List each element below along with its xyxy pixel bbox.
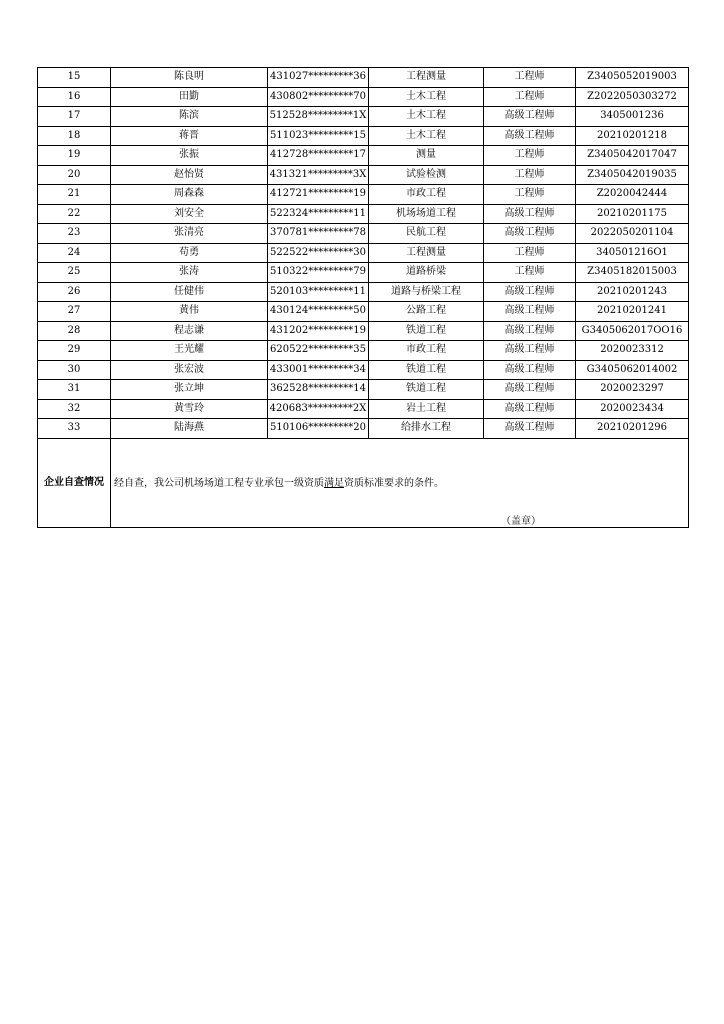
cell-id: 431321*********3X	[268, 165, 369, 185]
statement-tail: 资质标准要求的条件。	[344, 477, 444, 489]
cell-name: 陈滨	[111, 107, 268, 127]
cell-no: 31	[38, 380, 111, 400]
cell-title: 高级工程师	[484, 282, 576, 302]
table-row	[38, 419, 689, 439]
self-check-row	[38, 438, 689, 527]
cell-specialty: 给排水工程	[369, 419, 484, 439]
cell-id: 512528*********1X	[268, 107, 369, 127]
cell-specialty: 土木工程	[369, 87, 484, 107]
cell-no: 18	[38, 126, 111, 146]
cell-id: 511023*********15	[268, 126, 369, 146]
cell-no: 17	[38, 107, 111, 127]
cell-id: 433001*********34	[268, 360, 369, 380]
table-row	[38, 185, 689, 205]
cell-id: 430124*********50	[268, 302, 369, 322]
cell-cert: G3405062014002	[576, 360, 689, 380]
cell-name: 蒋晋	[111, 126, 268, 146]
cell-name: 刘安全	[111, 204, 268, 224]
cell-specialty: 岩土工程	[369, 399, 484, 419]
cell-specialty: 测量	[369, 146, 484, 166]
cell-name: 田勤	[111, 87, 268, 107]
cell-name: 张振	[111, 146, 268, 166]
cell-name: 周森森	[111, 185, 268, 205]
cell-name: 王光耀	[111, 341, 268, 361]
cell-id: 620522*********35	[268, 341, 369, 361]
table-row	[38, 204, 689, 224]
table-row	[38, 224, 689, 244]
stamp-label: （盖章）	[501, 515, 541, 527]
cell-title: 工程师	[484, 185, 576, 205]
cell-id: 430802*********70	[268, 87, 369, 107]
cell-no: 24	[38, 243, 111, 263]
cell-id: 370781*********78	[268, 224, 369, 244]
cell-specialty: 工程测量	[369, 243, 484, 263]
cell-cert: 340501216O1	[576, 243, 689, 263]
table-row	[38, 341, 689, 361]
table-row	[38, 146, 689, 166]
cell-specialty: 道路与桥梁工程	[369, 282, 484, 302]
cell-specialty: 铁道工程	[369, 380, 484, 400]
staff-table	[37, 67, 689, 528]
cell-cert: 2020023297	[576, 380, 689, 400]
cell-no: 15	[38, 68, 111, 88]
cell-specialty: 市政工程	[369, 185, 484, 205]
cell-specialty: 道路桥梁	[369, 263, 484, 283]
cell-no: 21	[38, 185, 111, 205]
cell-specialty: 土木工程	[369, 126, 484, 146]
cell-name: 黄雪玲	[111, 399, 268, 419]
cell-no: 20	[38, 165, 111, 185]
cell-id: 412721*********19	[268, 185, 369, 205]
cell-title: 工程师	[484, 146, 576, 166]
cell-specialty: 公路工程	[369, 302, 484, 322]
cell-cert: 20210201175	[576, 204, 689, 224]
cell-cert: Z3405042019035	[576, 165, 689, 185]
cell-title: 工程师	[484, 68, 576, 88]
cell-name: 张宏波	[111, 360, 268, 380]
cell-specialty: 民航工程	[369, 224, 484, 244]
cell-cert: Z3405042017047	[576, 146, 689, 166]
cell-title: 工程师	[484, 263, 576, 283]
cell-name: 张涛	[111, 263, 268, 283]
cell-name: 任健伟	[111, 282, 268, 302]
cell-name: 陆海燕	[111, 419, 268, 439]
cell-cert: 20210201241	[576, 302, 689, 322]
cell-title: 高级工程师	[484, 107, 576, 127]
cell-cert: 20210201296	[576, 419, 689, 439]
cell-no: 25	[38, 263, 111, 283]
cell-id: 522522*********30	[268, 243, 369, 263]
cell-cert: Z2022050303272	[576, 87, 689, 107]
table-row	[38, 263, 689, 283]
cell-cert: Z2020042444	[576, 185, 689, 205]
cell-cert: Z3405182015003	[576, 263, 689, 283]
self-check-content	[111, 438, 689, 527]
cell-title: 高级工程师	[484, 419, 576, 439]
cell-no: 29	[38, 341, 111, 361]
cell-cert: 2022050201104	[576, 224, 689, 244]
cell-specialty: 铁道工程	[369, 321, 484, 341]
cell-no: 32	[38, 399, 111, 419]
table-row	[38, 302, 689, 322]
table-row	[38, 68, 689, 88]
cell-id: 510106*********20	[268, 419, 369, 439]
cell-id: 510322*********79	[268, 263, 369, 283]
cell-id: 362528*********14	[268, 380, 369, 400]
cell-name: 张立坤	[111, 380, 268, 400]
cell-id: 520103*********11	[268, 282, 369, 302]
cell-cert: 2020023312	[576, 341, 689, 361]
cell-cert: 2020023434	[576, 399, 689, 419]
cell-name: 张清亮	[111, 224, 268, 244]
cell-no: 28	[38, 321, 111, 341]
statement-filled: 满足	[324, 477, 344, 489]
cell-title: 高级工程师	[484, 399, 576, 419]
cell-title: 高级工程师	[484, 126, 576, 146]
cell-title: 工程师	[484, 87, 576, 107]
table-row	[38, 282, 689, 302]
cell-title: 高级工程师	[484, 341, 576, 361]
cell-no: 23	[38, 224, 111, 244]
cell-no: 16	[38, 87, 111, 107]
self-check-statement	[114, 477, 444, 491]
cell-name: 程志谦	[111, 321, 268, 341]
cell-name: 苟勇	[111, 243, 268, 263]
cell-name: 赵怡贤	[111, 165, 268, 185]
cell-cert: 3405001236	[576, 107, 689, 127]
cell-cert: 20210201218	[576, 126, 689, 146]
cell-title: 工程师	[484, 165, 576, 185]
table-row	[38, 243, 689, 263]
cell-id: 420683*********2X	[268, 399, 369, 419]
cell-no: 26	[38, 282, 111, 302]
cell-specialty: 工程测量	[369, 68, 484, 88]
cell-no: 22	[38, 204, 111, 224]
cell-id: 431027*********36	[268, 68, 369, 88]
cell-title: 高级工程师	[484, 360, 576, 380]
table-row	[38, 126, 689, 146]
table-row	[38, 399, 689, 419]
cell-no: 27	[38, 302, 111, 322]
cell-title: 高级工程师	[484, 380, 576, 400]
table-row	[38, 380, 689, 400]
cell-cert: 20210201243	[576, 282, 689, 302]
self-check-label: 企业自查情况	[38, 438, 111, 527]
table-row	[38, 165, 689, 185]
table-row	[38, 321, 689, 341]
cell-specialty: 铁道工程	[369, 360, 484, 380]
cell-title: 高级工程师	[484, 224, 576, 244]
table-row	[38, 87, 689, 107]
cell-id: 412728*********17	[268, 146, 369, 166]
cell-title: 高级工程师	[484, 302, 576, 322]
cell-specialty: 试验检测	[369, 165, 484, 185]
cell-title: 高级工程师	[484, 321, 576, 341]
cell-no: 33	[38, 419, 111, 439]
cell-specialty: 土木工程	[369, 107, 484, 127]
staff-rows	[38, 68, 689, 439]
cell-no: 30	[38, 360, 111, 380]
cell-no: 19	[38, 146, 111, 166]
table-row	[38, 107, 689, 127]
cell-id: 431202*********19	[268, 321, 369, 341]
cell-title: 工程师	[484, 243, 576, 263]
cell-specialty: 市政工程	[369, 341, 484, 361]
cell-id: 522324*********11	[268, 204, 369, 224]
cell-name: 陈良明	[111, 68, 268, 88]
cell-cert: Z3405052019003	[576, 68, 689, 88]
table-row	[38, 360, 689, 380]
cell-name: 黄伟	[111, 302, 268, 322]
cell-title: 高级工程师	[484, 204, 576, 224]
cell-specialty: 机场场道工程	[369, 204, 484, 224]
statement-text: 经自查，我公司机场场道工程专业承包一级资质	[114, 477, 324, 489]
cell-cert: G3405062017OO16	[576, 321, 689, 341]
